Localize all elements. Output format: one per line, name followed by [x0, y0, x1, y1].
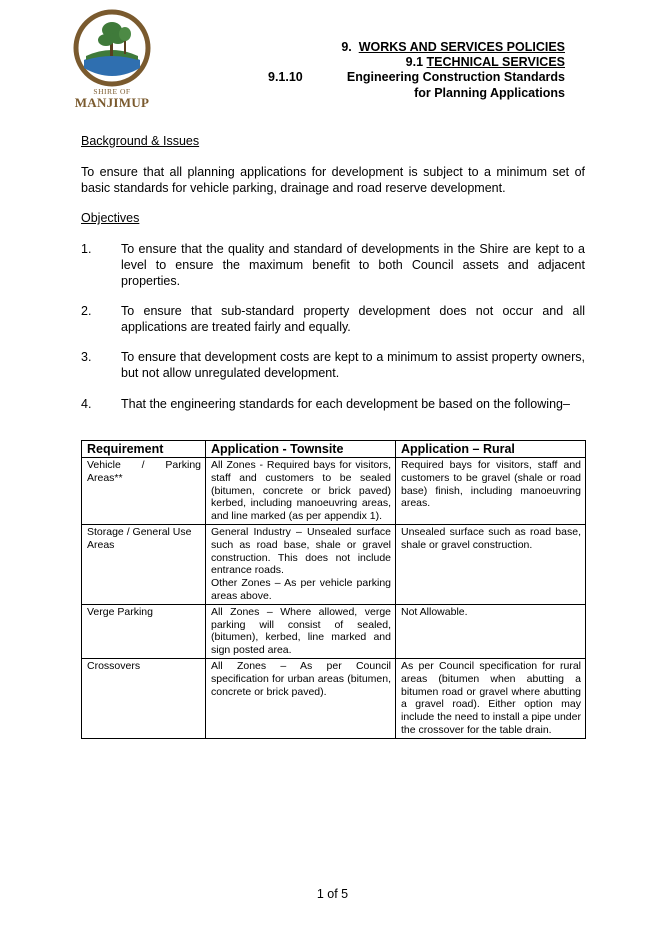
page-number: 1 of 5 — [316, 887, 349, 901]
table-row — [82, 658, 586, 738]
header-line-4: for Planning Applications — [414, 86, 565, 100]
townsite-cell-text: General Industry – Unsealed surface such as road base, shale or gravel construction. This does not include entrance roads. — [211, 525, 391, 577]
header-line-1-number: 9. — [341, 40, 352, 54]
objective-1-number: 1. — [81, 242, 92, 256]
table-header-row — [82, 441, 586, 458]
objective-2-text: To ensure that sub-standard property development does not occur and all applications are treated fairly and equally. — [121, 304, 585, 334]
rural-cell: Required bays for visitors, staff and customers to be gravel (shale or road base) finish, including manoeuvring areas. — [396, 458, 586, 525]
objective-4-number: 4. — [81, 397, 92, 411]
header-line-2-title: TECHNICAL SERVICES — [426, 55, 565, 69]
objective-2-number: 2. — [81, 304, 92, 318]
header-rural: Application – Rural — [396, 441, 586, 458]
townsite-cell — [206, 524, 396, 604]
header-line-1-title: WORKS AND SERVICES POLICIES — [358, 40, 565, 54]
table-row — [82, 604, 586, 658]
requirement-cell: Vehicle / Parking Areas** — [82, 458, 206, 525]
shire-logo — [72, 8, 152, 108]
rural-cell: Not Allowable. — [396, 604, 586, 658]
objective-1-text: To ensure that the quality and standard of developments in the Shire are kept to a level to ensure the maximum benefit to both Council assets and adjacent properties. — [121, 242, 585, 288]
logo-shire-of: SHIRE OF — [93, 87, 131, 96]
header-townsite: Application - Townsite — [206, 441, 396, 458]
townsite-cell-extra: Other Zones – As per vehicle parking areas above. — [211, 577, 391, 602]
header-line-2 — [406, 55, 565, 69]
requirement-cell: Crossovers — [82, 658, 206, 738]
header-line-3-title: Engineering Construction Standards — [346, 70, 565, 84]
requirement-cell: Storage / General Use Areas — [82, 524, 206, 604]
rural-cell: As per Council specification for rural areas (bitumen when abutting a bitumen road or gravel where abutting a gravel road). Either option may include the need to install a pipe under the crossover for the table drain. — [396, 658, 586, 738]
objective-3-text: To ensure that development costs are kept to a minimum to assist property owners, but not allow unregulated development. — [121, 350, 585, 380]
requirement-cell: Verge Parking — [82, 604, 206, 658]
table-row — [82, 524, 586, 604]
rural-cell: Unsealed surface such as road base, shale or gravel construction. — [396, 524, 586, 604]
townsite-cell: All Zones - Required bays for visitors, staff and customers to be sealed (bitumen, concrete or brick paved) kerbed, including manoeuvring areas, and line marked (as per appendix 1). — [206, 458, 396, 525]
logo-shire-name: MANJIMUP — [74, 95, 150, 110]
header-line-3-number: 9.1.10 — [268, 70, 303, 84]
header-line-2-number: 9.1 — [405, 55, 424, 69]
townsite-cell: All Zones – As per Council specification for urban areas (bitumen, concrete or brick paved). — [206, 658, 396, 738]
objectives-heading: Objectives — [81, 211, 140, 225]
townsite-cell: All Zones – Where allowed, verge parking will consist of sealed, (bitumen), kerbed, line marked and sign posted area. — [206, 604, 396, 658]
table-row — [82, 458, 586, 525]
header-line-1 — [341, 40, 565, 54]
objective-3-number: 3. — [81, 350, 92, 364]
requirements-table — [81, 440, 586, 739]
objective-4-text: That the engineering standards for each development be based on the following– — [121, 397, 570, 411]
header-requirement: Requirement — [82, 441, 206, 458]
background-text: To ensure that all planning applications for development is subject to a minimum set of basic standards for vehicle parking, drainage and road reserve development. — [81, 165, 585, 195]
background-heading: Background & Issues — [81, 134, 200, 148]
shire-of-manjimup-logo-icon — [72, 8, 152, 88]
